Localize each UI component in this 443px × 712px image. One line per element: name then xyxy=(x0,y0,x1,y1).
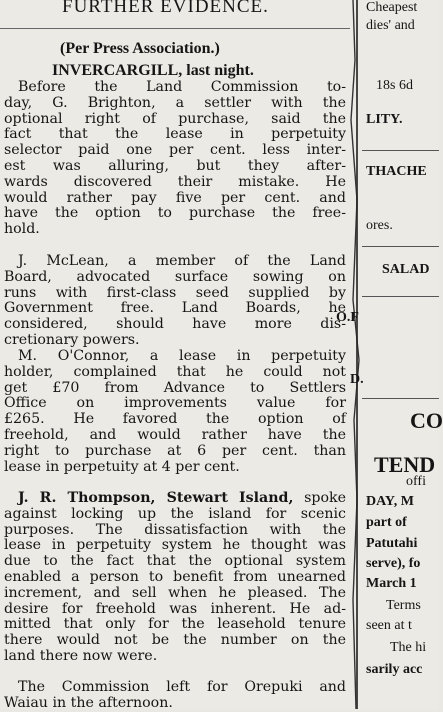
adjacent-rule xyxy=(362,246,439,247)
article-heading: FURTHER EVIDENCE. xyxy=(62,0,269,17)
paragraph-mclean xyxy=(4,254,346,349)
text-line: land there now were. xyxy=(4,647,158,664)
paragraph-brighton xyxy=(4,80,346,238)
adjacent-text-fragment: offi xyxy=(406,474,426,489)
text-line: considered, should have more dis- xyxy=(4,316,346,333)
text-line: wards discovered their mistake. He xyxy=(4,173,346,190)
text-line: holder, complained that he could not xyxy=(4,363,346,380)
adjacent-text-fragment: CO xyxy=(410,408,443,433)
adjacent-text-fragment: Terms xyxy=(386,598,421,613)
adjacent-text-fragment: Cheapest xyxy=(366,0,418,15)
dateline: INVERCARGILL, last night. xyxy=(52,62,254,79)
text-line: right to purchase at 6 per cent. than xyxy=(4,442,346,459)
adjacent-text-fragment: O.F xyxy=(336,310,359,325)
paragraph-commission xyxy=(4,680,346,712)
adjacent-text-fragment: LITY. xyxy=(366,112,403,127)
byline: (Per Press Association.) xyxy=(60,40,220,57)
adjacent-text-fragment: SALAD xyxy=(382,262,430,277)
text-line: have the option to purchase the free- xyxy=(4,205,346,222)
text-line: day, G. Brighton, a settler with the xyxy=(4,94,346,111)
text-line: lease in perpetuity at 4 per cent. xyxy=(4,458,240,475)
text-line: freehold, and would rather have the xyxy=(4,426,346,443)
text-line: Waiau in the afternoon. xyxy=(4,694,173,711)
adjacent-text-fragment: seen at t xyxy=(366,618,412,633)
text-line: increment, and sell when he pleased. The xyxy=(4,584,346,601)
adjacent-column xyxy=(336,0,443,709)
paragraph-oconnor xyxy=(4,349,346,475)
adjacent-text-fragment: Patutahi xyxy=(366,536,418,551)
adjacent-text-fragment: March 1 xyxy=(366,576,417,591)
adjacent-text-fragment: ores. xyxy=(366,218,393,233)
text-line: optional right of purchase, said the xyxy=(4,110,346,127)
adjacent-text-fragment: 18s 6d xyxy=(376,78,413,93)
paragraph-thompson xyxy=(4,491,346,665)
text-line: M. O'Connor, a lease in perpetuity xyxy=(18,348,346,364)
text-line: fact that the lease in perpetuity xyxy=(4,126,346,143)
column-rule xyxy=(356,0,358,709)
text-line: cretionary powers. xyxy=(4,331,140,348)
text-line: J. R. Thompson, Stewart Island, spoke xyxy=(18,490,346,506)
text-line: Office on improvements value for xyxy=(4,395,346,412)
adjacent-text-fragment: DAY, M xyxy=(366,494,414,509)
adjacent-text-fragment: serve), fo xyxy=(366,556,421,571)
text-line: £265. He favored the option of xyxy=(4,411,346,428)
text-line: est was alluring, but they after- xyxy=(4,157,346,174)
text-line: The Commission left for Orepuki and xyxy=(18,679,346,695)
adjacent-rule xyxy=(362,150,439,151)
text-line: mitted that only for the leasehold tenure xyxy=(4,616,346,633)
adjacent-text-fragment: The hi xyxy=(390,640,427,655)
adjacent-text-fragment: D. xyxy=(350,372,364,387)
text-line: Before the Land Commission to- xyxy=(18,79,346,95)
adjacent-text-fragment: dies' and xyxy=(366,18,415,33)
adjacent-rule xyxy=(362,296,439,297)
text-line: there would not be the number on the xyxy=(4,632,346,649)
text-line: enabled a person to benefit from unearned xyxy=(4,568,346,585)
adjacent-text-fragment: TEND xyxy=(374,452,436,477)
text-line: J. McLean, a member of the Land xyxy=(18,253,346,269)
adjacent-text-fragment: part of xyxy=(366,515,407,530)
text-line: Government free. Land Boards, he xyxy=(4,300,346,317)
text-line: against locking up the island for scenic xyxy=(4,505,346,522)
text-line: get £70 from Advance to Settlers xyxy=(4,379,346,396)
text-line: Board, advocated surface sowing on xyxy=(4,268,346,285)
text-line: runs with first-class seed supplied by xyxy=(4,284,346,301)
adjacent-text-fragment: THACHE xyxy=(366,164,427,179)
text-line: hold. xyxy=(4,221,40,238)
heading-rule xyxy=(0,28,350,29)
text-line: due to the fact that the optional system xyxy=(4,553,346,570)
text-line: would rather pay five per cent. and xyxy=(4,189,346,206)
text-line: purposes. The dissatisfaction with the xyxy=(4,521,346,538)
adjacent-text-fragment: sarily acc xyxy=(366,662,423,677)
text-line: selector paid one per cent. less inter- xyxy=(4,142,346,159)
text-line: lease in perpetuity system he thought was xyxy=(4,537,346,554)
text-line: desire for freehold was inherent. He ad- xyxy=(4,600,346,617)
adjacent-rule xyxy=(362,398,439,399)
speaker-name: J. R. Thompson, Stewart Island, xyxy=(18,490,294,506)
